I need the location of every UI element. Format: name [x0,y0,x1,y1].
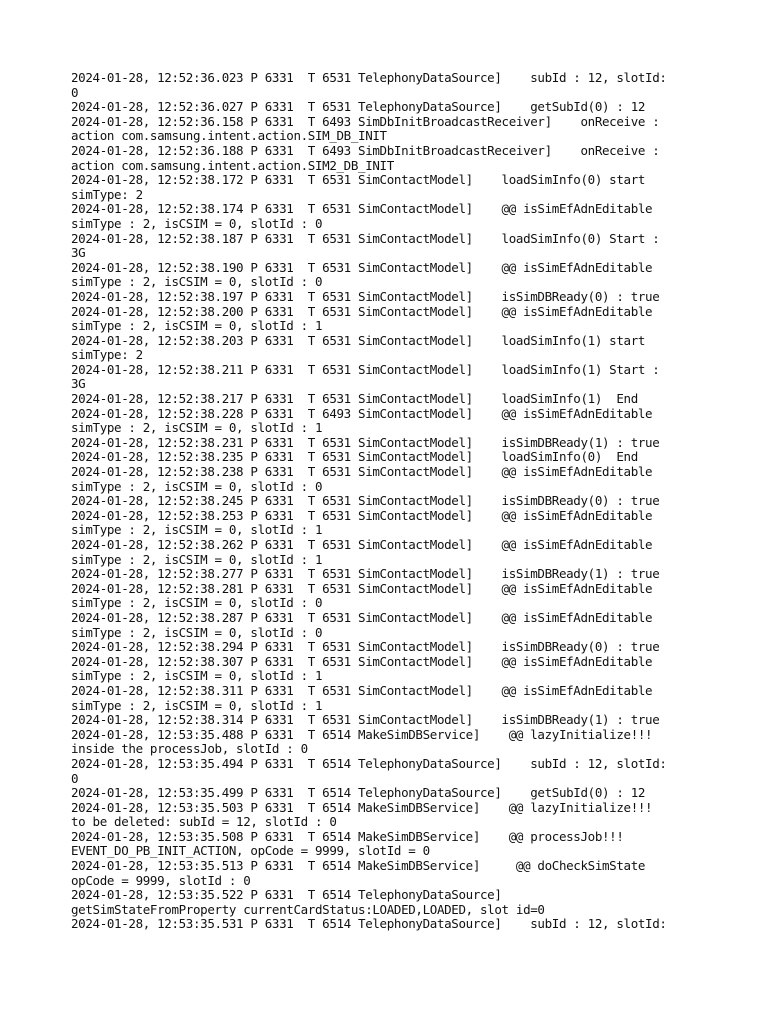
log-line: simType : 2, isCSIM = 0, slotId : 0 [71,595,323,611]
log-line: 2024-01-28, 12:52:38.238 P 6331 T 6531 SimContactModel] @@ isSimEfAdnEditable [71,464,653,480]
log-line: 2024-01-28, 12:52:38.277 P 6331 T 6531 SimContactModel] isSimDBReady(1) : true [71,566,660,582]
log-document [71,71,711,932]
log-line: simType : 2, isCSIM = 0, slotId : 1 [71,668,323,684]
log-line: simType : 2, isCSIM = 0, slotId : 0 [71,274,323,290]
log-line: EVENT_DO_PB_INIT_ACTION, opCode = 9999, slotId = 0 [71,843,430,859]
log-line: 2024-01-28, 12:52:36.158 P 6331 T 6493 SimDbInitBroadcastReceiver] onReceive : [71,113,660,129]
log-line: to be deleted: subId = 12, slotId : 0 [71,814,337,830]
log-line: 2024-01-28, 12:52:38.235 P 6331 T 6531 SimContactModel] loadSimInfo(0) End [71,449,638,465]
log-line: 0 [71,84,79,100]
log-line: 3G [71,245,86,261]
log-line: 2024-01-28, 12:53:35.503 P 6331 T 6514 MakeSimDBService] @@ lazyInitialize!!! [71,799,653,815]
log-line: 2024-01-28, 12:52:38.200 P 6331 T 6531 SimContactModel] @@ isSimEfAdnEditable [71,303,653,319]
log-line: 2024-01-28, 12:52:38.245 P 6331 T 6531 SimContactModel] isSimDBReady(0) : true [71,493,660,509]
log-line: simType : 2, isCSIM = 0, slotId : 1 [71,318,323,334]
log-line: 2024-01-28, 12:52:38.197 P 6331 T 6531 SimContactModel] isSimDBReady(0) : true [71,288,660,304]
log-line: action com.samsung.intent.action.SIM_DB_INIT [71,128,387,144]
log-line: 2024-01-28, 12:52:38.211 P 6331 T 6531 SimContactModel] loadSimInfo(1) Start : [71,361,660,377]
log-line: 2024-01-28, 12:52:38.231 P 6331 T 6531 SimContactModel] isSimDBReady(1) : true [71,434,660,450]
log-line: 2024-01-28, 12:52:38.174 P 6331 T 6531 SimContactModel] @@ isSimEfAdnEditable [71,201,653,217]
log-line: simType : 2, isCSIM = 0, slotId : 1 [71,697,323,713]
log-line: simType : 2, isCSIM = 0, slotId : 0 [71,215,323,231]
log-line: 2024-01-28, 12:52:38.190 P 6331 T 6531 SimContactModel] @@ isSimEfAdnEditable [71,259,653,275]
log-line: 2024-01-28, 12:52:38.253 P 6331 T 6531 SimContactModel] @@ isSimEfAdnEditable [71,507,653,523]
log-line: 2024-01-28, 12:52:36.188 P 6331 T 6493 SimDbInitBroadcastReceiver] onReceive : [71,142,660,158]
log-line: 2024-01-28, 12:53:35.513 P 6331 T 6514 MakeSimDBService] @@ doCheckSimState [71,858,646,874]
log-line: 2024-01-28, 12:52:38.281 P 6331 T 6531 SimContactModel] @@ isSimEfAdnEditable [71,580,653,596]
log-line: simType : 2, isCSIM = 0, slotId : 0 [71,624,323,640]
log-line: 2024-01-28, 12:52:38.287 P 6331 T 6531 SimContactModel] @@ isSimEfAdnEditable [71,609,653,625]
log-line: simType : 2, isCSIM = 0, slotId : 1 [71,420,323,436]
log-line: 2024-01-28, 12:53:35.488 P 6331 T 6514 MakeSimDBService] @@ lazyInitialize!!! [71,726,653,742]
log-line: 2024-01-28, 12:52:38.311 P 6331 T 6531 SimContactModel] @@ isSimEfAdnEditable [71,682,653,698]
log-line: 2024-01-28, 12:53:35.531 P 6331 T 6514 TelephonyDataSource] subId : 12, slotId: [71,916,667,932]
log-line: 2024-01-28, 12:53:35.508 P 6331 T 6514 MakeSimDBService] @@ processJob!!! [71,828,624,844]
log-line: action com.samsung.intent.action.SIM2_DB_INIT [71,157,394,173]
log-line: 2024-01-28, 12:52:36.023 P 6331 T 6531 TelephonyDataSource] subId : 12, slotId: [71,70,667,85]
log-line: 2024-01-28, 12:53:35.494 P 6331 T 6514 TelephonyDataSource] subId : 12, slotId: [71,755,667,771]
log-line: 2024-01-28, 12:52:38.314 P 6331 T 6531 SimContactModel] isSimDBReady(1) : true [71,712,660,728]
log-line: 2024-01-28, 12:52:38.203 P 6331 T 6531 SimContactModel] loadSimInfo(1) start [71,332,646,348]
log-line: 2024-01-28, 12:53:35.499 P 6331 T 6514 TelephonyDataSource] getSubId(0) : 12 [71,785,646,801]
log-line: getSimStateFromProperty currentCardStatus:LOADED,LOADED, slot id=0 [71,901,545,917]
log-line: 2024-01-28, 12:52:38.217 P 6331 T 6531 SimContactModel] loadSimInfo(1) End [71,391,638,407]
log-line: inside the processJob, slotId : 0 [71,741,308,757]
log-line: simType : 2, isCSIM = 0, slotId : 0 [71,478,323,494]
log-line: simType : 2, isCSIM = 0, slotId : 1 [71,522,323,538]
log-body [71,71,711,932]
log-line: 2024-01-28, 12:52:38.262 P 6331 T 6531 SimContactModel] @@ isSimEfAdnEditable [71,537,653,552]
log-line: simType: 2 [71,186,143,202]
log-line: 0 [71,770,79,786]
log-line: 2024-01-28, 12:52:38.228 P 6331 T 6493 SimContactModel] @@ isSimEfAdnEditable [71,405,653,421]
log-line: opCode = 9999, slotId : 0 [71,872,251,888]
log-line: 2024-01-28, 12:52:36.027 P 6331 T 6531 TelephonyDataSource] getSubId(0) : 12 [71,99,646,115]
log-line: 2024-01-28, 12:52:38.294 P 6331 T 6531 SimContactModel] isSimDBReady(0) : true [71,639,660,655]
log-line: 2024-01-28, 12:53:35.522 P 6331 T 6514 TelephonyDataSource] [71,887,502,903]
log-line: 2024-01-28, 12:52:38.307 P 6331 T 6531 SimContactModel] @@ isSimEfAdnEditable [71,653,653,669]
log-line: 2024-01-28, 12:52:38.172 P 6331 T 6531 SimContactModel] loadSimInfo(0) start [71,172,646,188]
log-line: simType: 2 [71,347,143,363]
log-line: simType : 2, isCSIM = 0, slotId : 1 [71,551,323,567]
log-line: 3G [71,376,86,392]
log-line: 2024-01-28, 12:52:38.187 P 6331 T 6531 SimContactModel] loadSimInfo(0) Start : [71,230,660,246]
